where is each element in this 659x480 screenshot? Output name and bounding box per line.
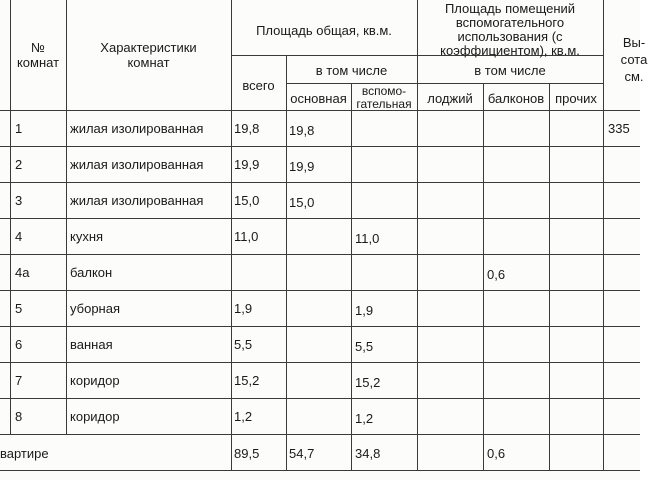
row-name: жилая изолированная [70, 157, 204, 172]
header-total-all: всего [242, 78, 275, 93]
row-aux-area: 1,9 [355, 303, 374, 318]
header-height: Вы- сота см. [620, 35, 648, 84]
row-rule [0, 254, 640, 255]
row-total-area: 15,2 [234, 373, 260, 388]
col-rule-main-left [286, 55, 287, 470]
row-rule [0, 218, 640, 219]
header-loggias: лоджий [427, 91, 473, 106]
footer-balcony-area: 0,6 [487, 446, 506, 461]
header-bottom-rule [0, 110, 640, 111]
header-including-2: в том числе [474, 63, 546, 78]
row-name: жилая изолированная [70, 193, 204, 208]
row-main-area: 19,9 [289, 159, 315, 174]
row-number: 8 [15, 409, 23, 424]
row-name: балкон [70, 265, 113, 280]
header-balconies: балконов [487, 91, 545, 106]
row-aux-area: 5,5 [355, 339, 374, 354]
row-rule [0, 182, 640, 183]
row-total-area: 19,8 [234, 121, 260, 136]
row-aux-area: 1,2 [355, 411, 374, 426]
row-number: 3 [15, 193, 23, 208]
row-name: жилая изолированная [70, 121, 204, 136]
header-area-total: Площадь общая, кв.м. [256, 23, 392, 38]
row-rule [0, 398, 640, 399]
row-total-area: 11,0 [234, 229, 259, 244]
row-aux-area: 15,2 [355, 375, 381, 390]
row-name: кухня [70, 229, 104, 244]
row-balcony-area: 0,6 [487, 267, 506, 282]
row-main-area: 15,0 [289, 195, 315, 210]
row-number: 1 [15, 121, 23, 136]
row-name: уборная [70, 301, 121, 316]
row-rule [0, 290, 640, 291]
row-total-area: 19,9 [234, 157, 260, 172]
row-aux-area: 11,0 [355, 231, 380, 246]
row-rule [0, 362, 640, 363]
row-total-area: 5,5 [234, 337, 253, 352]
row-number: 2 [15, 157, 23, 172]
row-main-area: 19,8 [289, 123, 315, 138]
header-including-1: в том числе [315, 63, 388, 78]
table-bottom-rule [0, 470, 640, 471]
row-name: ванная [70, 337, 113, 352]
header-main: основная [290, 91, 347, 106]
col-rule-other-left [549, 83, 550, 470]
row-number: 5 [15, 301, 23, 316]
row-rule [0, 146, 640, 147]
header-auxiliary: вспомо- гательная [356, 84, 412, 111]
header-room-no: № комнат [16, 40, 60, 70]
row-name: коридор [70, 373, 120, 388]
row-total-area: 1,2 [234, 409, 253, 424]
row-number: 6 [15, 337, 23, 352]
row-rule [0, 326, 640, 327]
header-aux-area: Площадь помещений вспомогательного использования (с коэффициентом), кв.м. [440, 1, 580, 58]
header-other: прочих [555, 91, 597, 106]
row-number: 4а [15, 265, 30, 280]
col-rule-height-left [603, 0, 604, 470]
footer-total-area: 89,5 [234, 446, 260, 461]
header-characteristics: Характеристики комнат [100, 40, 197, 70]
col-rule-balcony-left [483, 83, 484, 470]
footer-aux-area: 34,8 [355, 446, 381, 461]
row-number: 7 [15, 373, 23, 388]
footer-label: вартире [0, 446, 49, 461]
row-rule [0, 434, 640, 435]
row-name: коридор [70, 409, 120, 424]
row-total-area: 15,0 [234, 193, 260, 208]
row-total-area: 1,9 [234, 301, 253, 316]
row-number: 4 [15, 229, 23, 244]
footer-main-area: 54,7 [289, 446, 315, 461]
row-height: 335 [608, 121, 630, 136]
header-rule-2b [417, 83, 603, 84]
col-rule-aux-left [351, 83, 352, 470]
col-rule-total-left [231, 0, 232, 470]
